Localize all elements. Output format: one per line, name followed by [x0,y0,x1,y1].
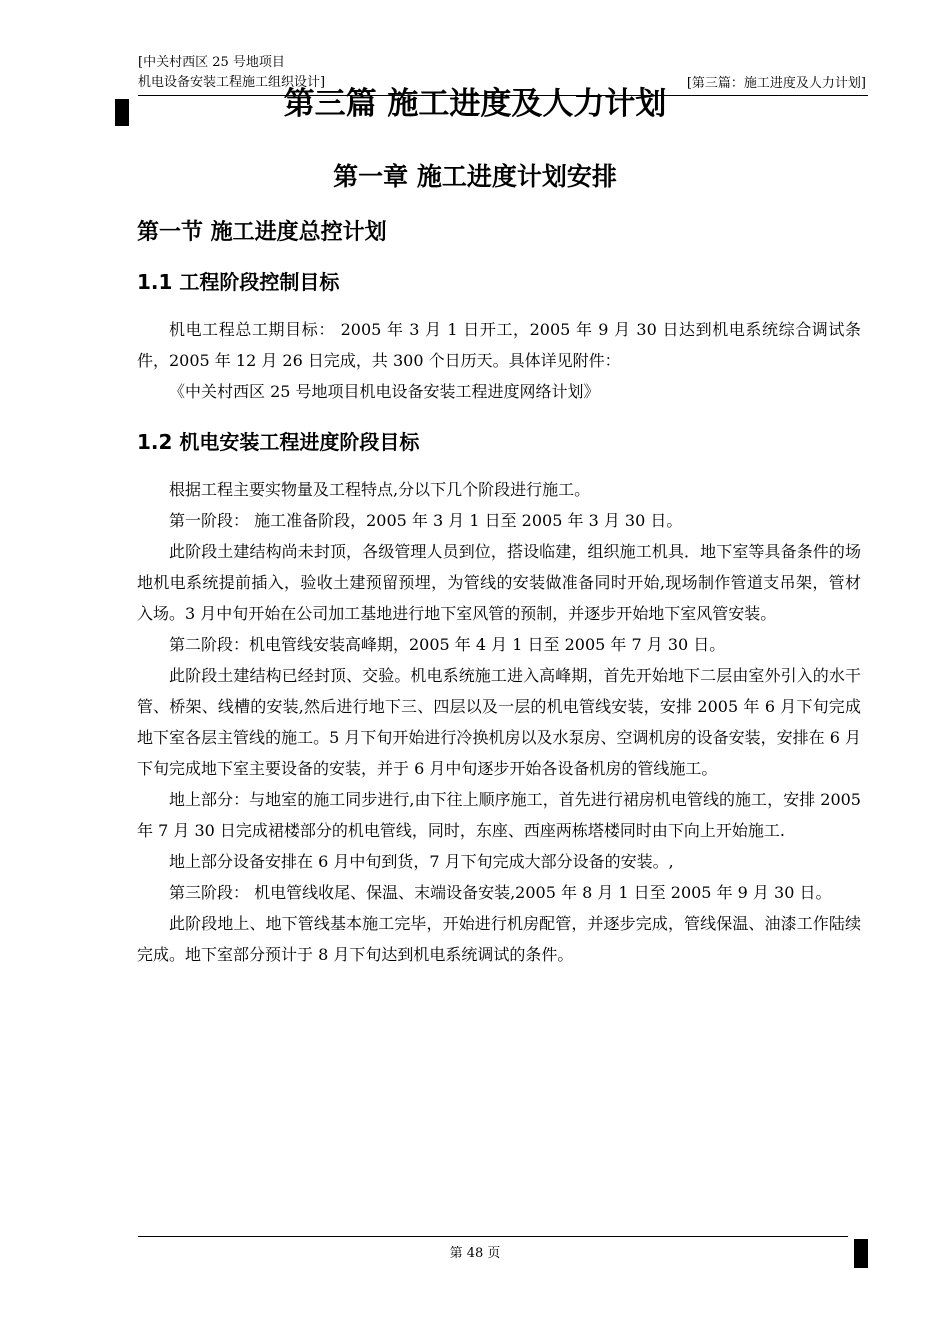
paragraph: 此阶段土建结构已经封顶、交验。机电系统施工进入高峰期，首先开始地下二层由室外引入的水干管、桥架、线槽的安装,然后进行地下三、四层以及一层的机电管线安装，安排 2005 年 6 月下旬完成地下室各层主管线的施工。5 月下旬开始进行冷换机房以及水泵房、空调机房的设备安装，安排在 6 月下旬完成地下室主要设备的安装，并于 6 月中旬逐步开始各设备机房的管线施工。 [137,666,861,778]
paragraph: 机电工程总工期目标： 2005 年 3 月 1 日开工，2005 年 9 月 30 日达到机电系统综合调试条件，2005 年 12 月 26 日完成，共 300 个日历天。具体详见附件： [137,320,861,370]
footer-rule [138,1236,848,1237]
chapter-title: 第一章 施工进度计划安排 [333,162,617,191]
paragraph: 第一阶段： 施工准备阶段，2005 年 3 月 1 日至 2005 年 3 月 30 日。 [169,511,683,530]
part-title: 第三篇 施工进度及人力计划 [283,86,667,122]
subsection-1-title: 1.1 工程阶段控制目标 [137,270,340,294]
paragraph: 第三阶段： 机电管线收尾、保温、末端设备安装,2005 年 8 月 1 日至 2005 年 9 月 30 日。 [169,883,832,902]
paragraph: 此阶段土建结构尚未封顶，各级管理人员到位，搭设临建，组织施工机具．地下室等具备条件的场地机电系统提前插入，验收土建预留预埋，为管线的安装做准备同时开始,现场制作管道支吊架，管材入场。3 月中旬开始在公司加工基地进行地下室风管的预制，并逐步开始地下室风管安装。 [137,542,861,623]
corner-mark-bottom-right [854,1239,868,1268]
paragraph: 地上部分设备安排在 6 月中旬到货，7 月下旬完成大部分设备的安装。, [169,852,674,871]
page-number: 第 48 页 [449,1246,501,1261]
header-document-name: 机电设备安装工程施工组织设计] [138,75,326,90]
paragraph: 此阶段地上、地下管线基本施工完毕，开始进行机房配管，并逐步完成，管线保温、油漆工作陆续完成。地下室部分预计于 8 月下旬达到机电系统调试的条件。 [137,914,861,964]
running-header-right: [第三篇：施工进度及人力计划] [686,76,866,91]
subsection-1-body [137,314,861,407]
subsection-2-body [137,474,861,970]
paragraph: 地上部分：与地室的施工同步进行,由下往上顺序施工，首先进行裙房机电管线的施工，安排 2005 年 7 月 30 日完成裙楼部分的机电管线，同时，东座、西座两栋塔楼同时由下向上开始施工. [137,790,861,840]
subsection-2-title: 1.2 机电安装工程进度阶段目标 [137,430,420,454]
paragraph: 根据工程主要实物量及工程特点,分以下几个阶段进行施工。 [169,480,591,499]
header-project-name: [中关村西区 25 号地项目 [138,55,285,70]
section-title: 第一节 施工进度总控计划 [137,220,387,245]
paragraph: 第二阶段：机电管线安装高峰期，2005 年 4 月 1 日至 2005 年 7 月 30 日。 [169,635,726,654]
paragraph: 《中关村西区 25 号地项目机电设备安装工程进度网络计划》 [169,382,600,401]
